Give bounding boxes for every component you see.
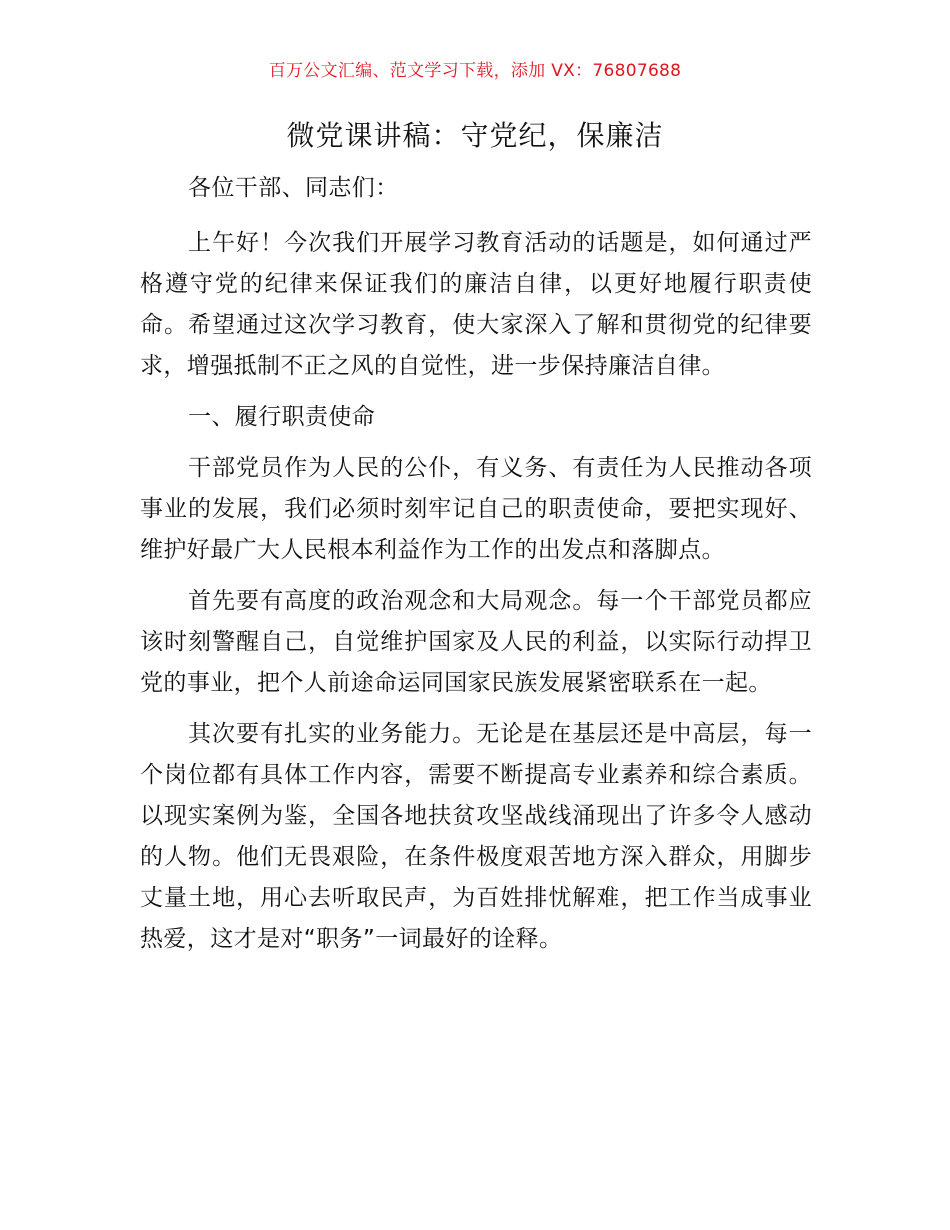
paragraph-professional: 其次要有扎实的业务能力。无论是在基层还是中高层，每一个岗位都有具体工作内容，需要不断提高专业素养和综合素质。以现实案例为鉴，全国各地扶贫攻坚战线涌现出了许多令人感动的人物。他们无畏艰险，在条件极度艰苦地方深入群众，用脚步丈量土地，用心去听取民声，为百姓排忧解难，把工作当成事业热爱，这才是对“职务”一词最好的诠释。: [140, 721, 812, 952]
paragraph-duty: 干部党员作为人民的公仆，有义务、有责任为人民推动各项事业的发展，我们必须时刻牢记自己的职责使命，要把实现好、维护好最广大人民根本利益作为工作的出发点和落脚点。: [140, 455, 812, 563]
paragraph-political: 首先要有高度的政治观念和大局观念。每一个干部党员都应该时刻警醒自己，自觉维护国家及人民的利益，以实际行动捍卫党的事业，把个人前途命运同国家民族发展紧密联系在一起。: [140, 588, 812, 696]
salutation: 各位干部、同志们：: [188, 175, 399, 201]
paragraph-greeting: 上午好！今次我们开展学习教育活动的话题是，如何通过严格遵守党的纪律来保证我们的廉洁自律，以更好地履行职责使命。希望通过这次学习教育，使大家深入了解和贯彻党的纪律要求，增强抵制不正之风的自觉性，进一步保持廉洁自律。: [140, 230, 812, 379]
document-body: [140, 168, 812, 970]
promo-banner: 百万公文汇编、范文学习下载，添加 VX：76807688: [268, 61, 682, 81]
section-heading-1: 一、履行职责使命: [188, 404, 376, 430]
document-title: 微党课讲稿：守党纪，保廉洁: [286, 119, 664, 152]
